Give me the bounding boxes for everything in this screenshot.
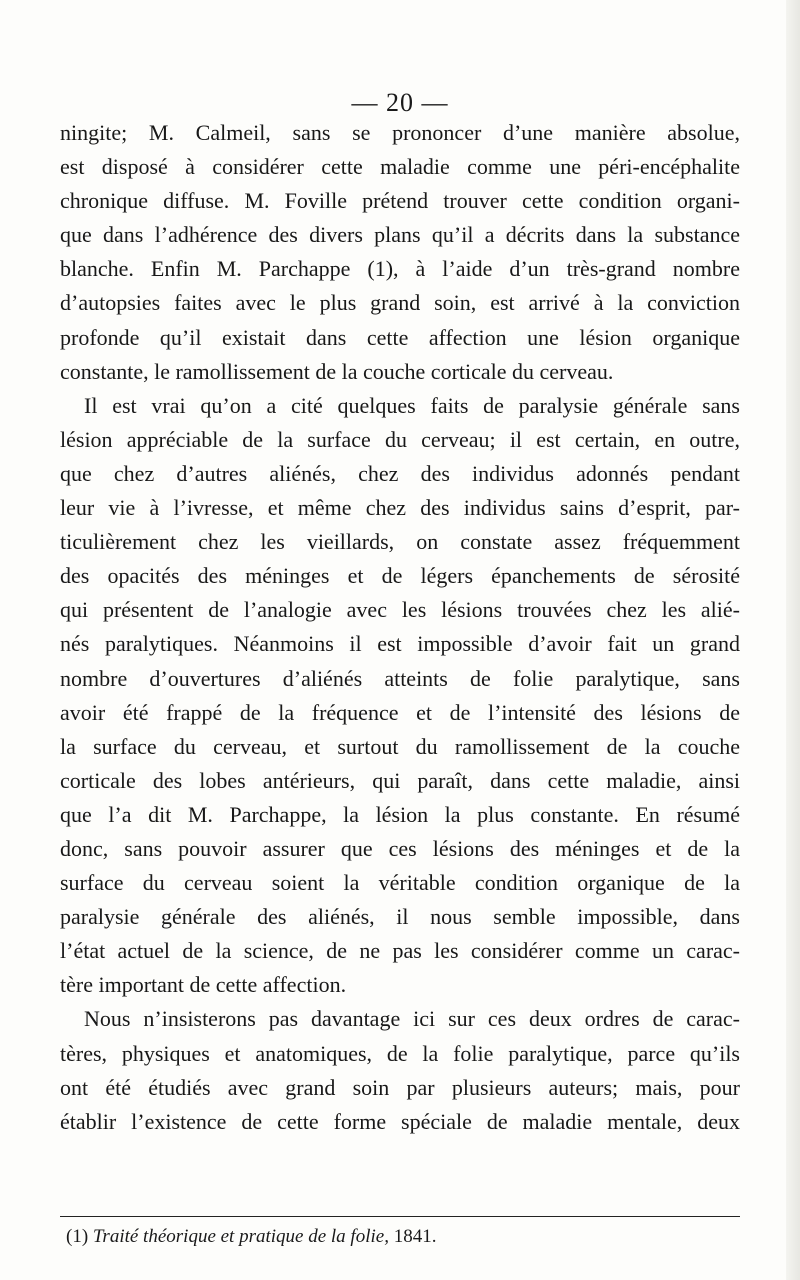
text-line: d’autopsies faites avec le plus grand soin, est arrivé à la conviction [60, 290, 740, 316]
text-line: profonde qu’il existait dans cette affection une lésion organique [60, 324, 740, 350]
text-line: qui présentent de l’analogie avec les lésions trouvées chez les alié- [60, 597, 740, 623]
text-line: surface du cerveau soient la véritable condition organique de la [60, 870, 740, 896]
page-edge [786, 0, 800, 1280]
text-line: l’état actuel de la science, de ne pas les considérer comme un carac- [60, 938, 740, 964]
text-line: que l’a dit M. Parchappe, la lésion la plus constante. En résumé [60, 801, 740, 827]
text-line: nombre d’ouvertures d’aliénés atteints de folie paralytique, sans [60, 665, 740, 691]
text-line: donc, sans pouvoir assurer que ces lésions des méninges et de la [60, 835, 740, 861]
text-line: lésion appréciable de la surface du cerveau; il est certain, en outre, [60, 426, 740, 452]
text-line: ningite; M. Calmeil, sans se prononcer d’une manière absolue, [60, 120, 740, 145]
text-line: établir l’existence de cette forme spéciale de maladie mentale, deux [60, 1108, 740, 1134]
text-line: est disposé à considérer cette maladie comme une péri-encéphalite [60, 154, 740, 180]
text-line: ont été étudiés avec grand soin par plusieurs auteurs; mais, pour [60, 1074, 740, 1100]
page-number: — 20 — [351, 88, 449, 117]
text-line: blanche. Enfin M. Parchappe (1), à l’aide d’un très-grand nombre [60, 256, 740, 282]
text-line: que chez d’autres aliénés, chez des individus adonnés pendant [60, 460, 740, 486]
text-line: des opacités des méninges et de légers épanchements de sérosité [60, 563, 740, 589]
footnote-year: 1841. [393, 1226, 437, 1247]
text-line: avoir été frappé de la fréquence et de l’intensité des lésions de [60, 699, 740, 725]
text-line: Il est vrai qu’on a cité quelques faits de paralysie générale sans [84, 392, 740, 418]
text-line: nés paralytiques. Néanmoins il est impossible d’avoir fait un grand [60, 631, 740, 657]
footnote-separator [60, 1216, 740, 1217]
text-line: corticale des lobes antérieurs, qui paraît, dans cette maladie, ainsi [60, 767, 740, 793]
text-line: constante, le ramollissement de la couche corticale du cerveau. [60, 358, 614, 384]
text-line: la surface du cerveau, et surtout du ramollissement de la couche [60, 733, 740, 759]
footnote [66, 1226, 436, 1248]
text-line: leur vie à l’ivresse, et même chez des individus sains d’esprit, par- [60, 495, 740, 521]
text-line: chronique diffuse. M. Foville prétend trouver cette condition organi- [60, 188, 740, 214]
text-line: tère important de cette affection. [60, 972, 347, 998]
text-line: paralysie générale des aliénés, il nous semble impossible, dans [60, 904, 740, 930]
text-line: ticulièrement chez les vieillards, on constate assez fréquemment [60, 529, 740, 555]
body-text [60, 116, 740, 1139]
footnote-marker: (1) [66, 1226, 89, 1247]
text-line: Nous n’insisterons pas davantage ici sur ces deux ordres de carac- [84, 1006, 740, 1032]
footnote-title: Traité théorique et pratique de la folie, [92, 1226, 389, 1247]
text-line: que dans l’adhérence des divers plans qu’il a décrits dans la substance [60, 222, 740, 248]
text-line: tères, physiques et anatomiques, de la folie paralytique, parce qu’ils [60, 1040, 740, 1066]
